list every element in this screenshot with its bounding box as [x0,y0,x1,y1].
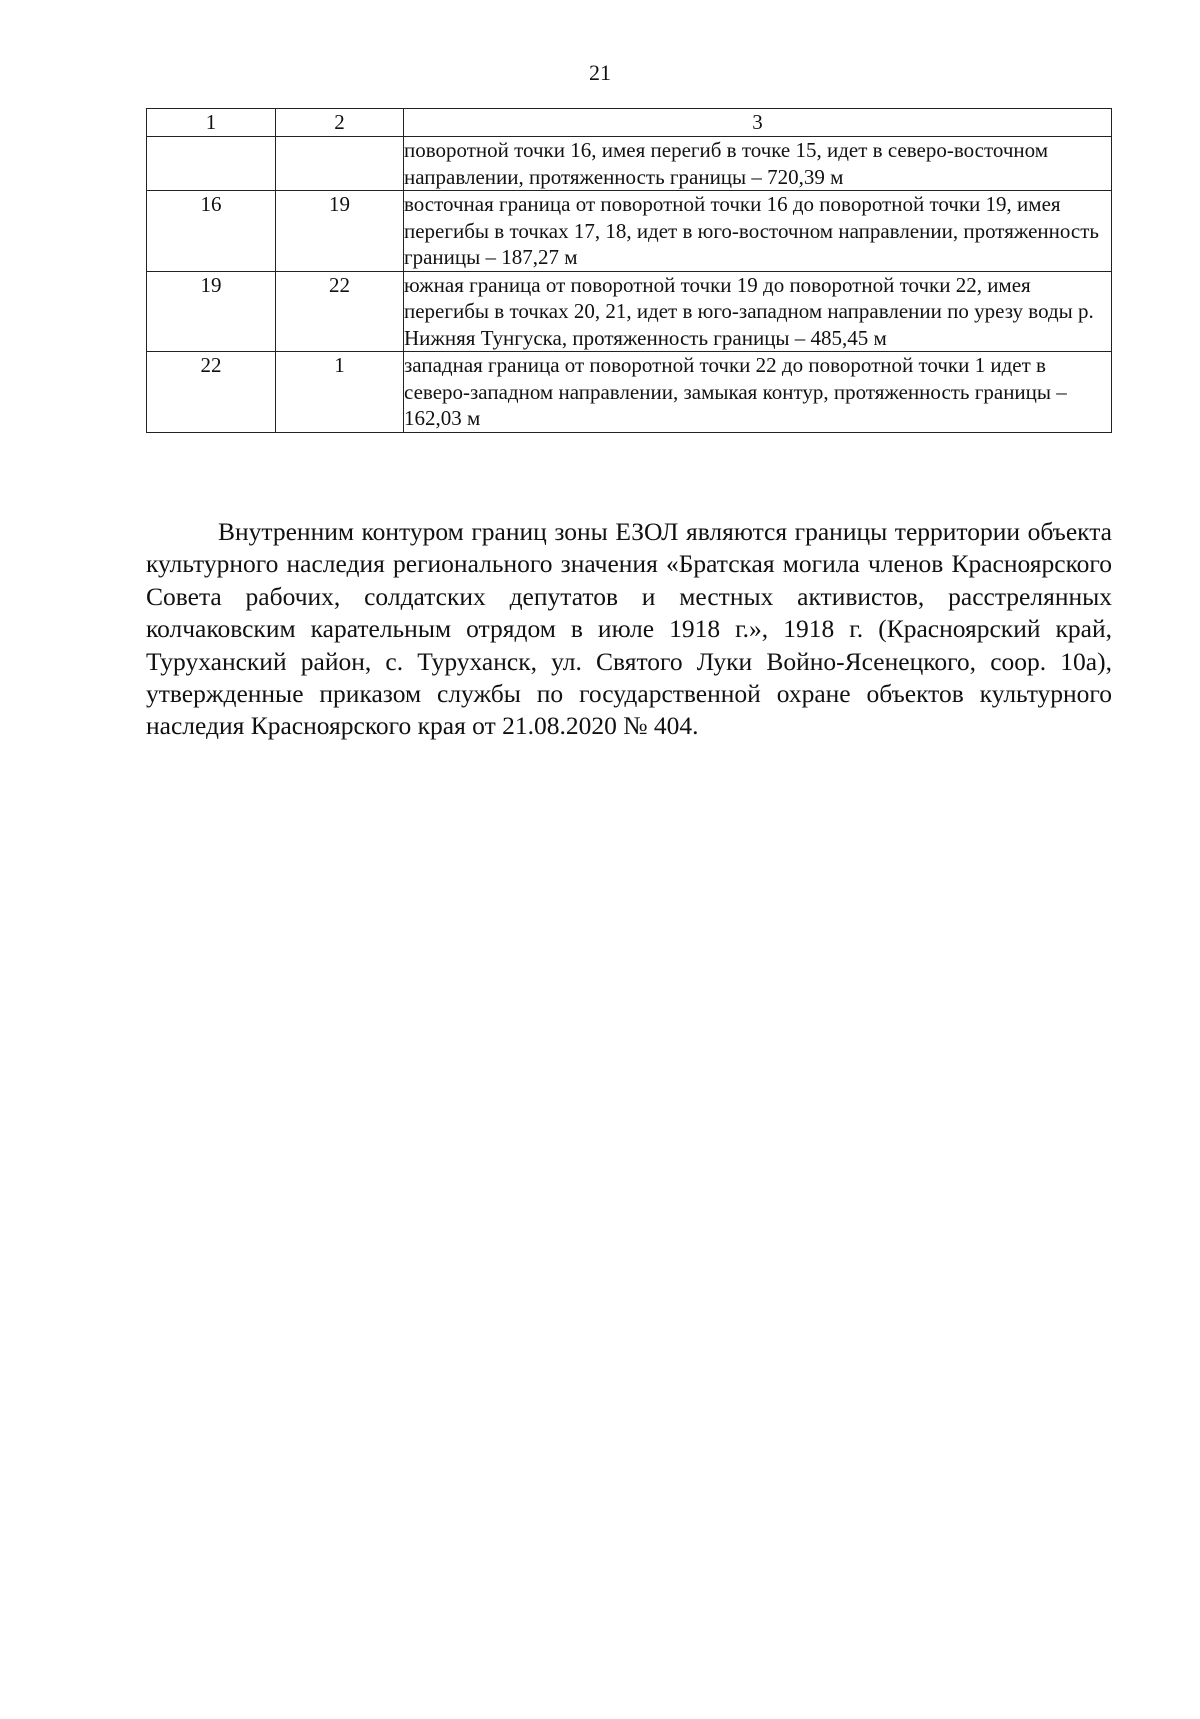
table-cell-start-point [147,137,276,191]
table-cell-start-point: 19 [147,271,276,352]
table-cell-start-point: 22 [147,352,276,433]
table-row [147,137,1112,191]
body-paragraph: Внутренним контуром границ зоны ЕЗОЛ являются границы территории объекта культурного наследия регионального значения «Братская могила членов Красноярского Совета рабочих, солдатских депутатов и местных активистов, расстрелянных колчаковским карательным отрядом в июле 1918 г.», 1918 г. (Красноярский край, Туруханский район, с. Туруханск, ул. Святого Луки Войно-Ясенецкого, соор. 10а), утвержденные приказом службы по государственной охране объектов культурного наследия Красноярского края от 21.08.2020 № 404. [146,517,1112,741]
page-number: 21 [589,60,611,85]
table-cell-description: западная граница от поворотной точки 22 до поворотной точки 1 идет в северо-западном направлении, замыкая контур, протяженность границы – 162,03 м [404,352,1112,433]
table-cell-end-point: 19 [276,191,404,272]
table-row [147,352,1112,433]
table-cell-description: поворотной точки 16, имея перегиб в точке 15, идет в северо-восточном направлении, протяженность границы – 720,39 м [404,137,1112,191]
table-row [147,191,1112,272]
column-header-1: 1 [147,109,276,137]
table-cell-end-point [276,137,404,191]
table-cell-start-point: 16 [147,191,276,272]
table-cell-end-point: 1 [276,352,404,433]
column-header-3: 3 [404,109,1112,137]
table-cell-description: восточная граница от поворотной точки 16 до поворотной точки 19, имея перегибы в точках 17, 18, идет в юго-восточном направлении, протяженность границы – 187,27 м [404,191,1112,272]
table-header-row [147,109,1112,137]
table-cell-description: южная граница от поворотной точки 19 до поворотной точки 22, имея перегибы в точках 20, 21, идет в юго-западном направлении по урезу воды р. Нижняя Тунгуска, протяженность границы – 485,45 м [404,271,1112,352]
table-cell-end-point: 22 [276,271,404,352]
table-row [147,271,1112,352]
boundary-table [146,108,1112,433]
column-header-2: 2 [276,109,404,137]
